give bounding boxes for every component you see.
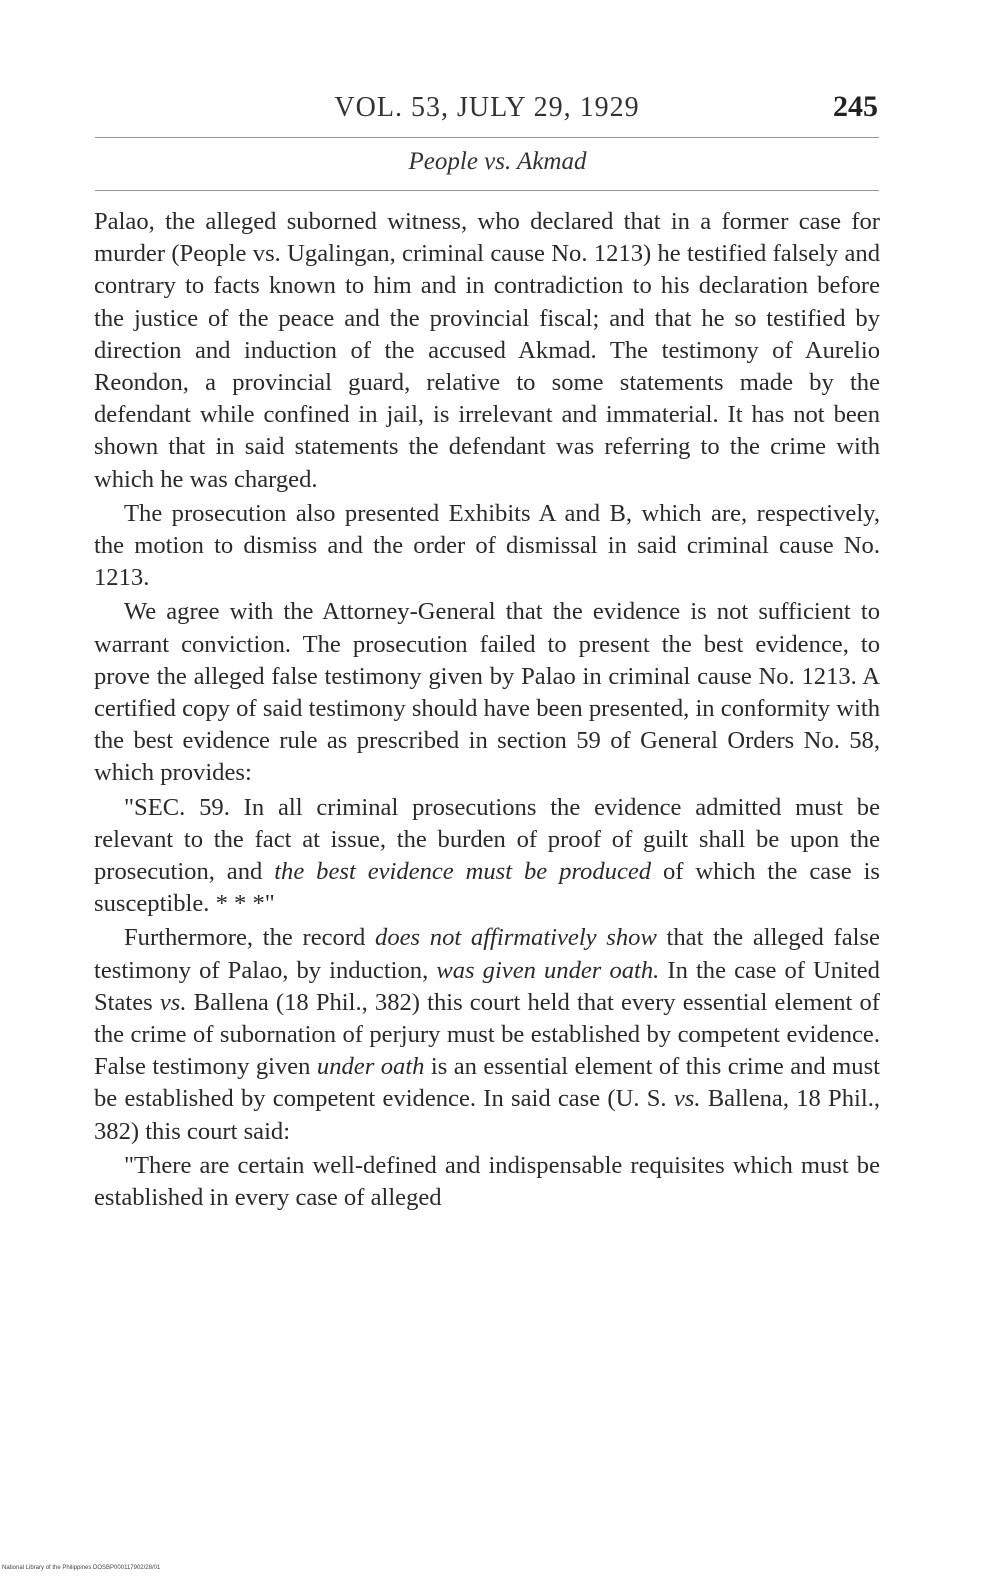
paragraph-best-evidence: We agree with the Attorney-General that the evidence is not sufficient to warrant conviction. The prosecution failed to present the best evidence, to prove the alleged false testimony given by Palao in criminal cause No. 1213. A certified copy of said testimony should have been presented, in conformity with the best evidence rule as prescribed in section 59 of General Orders No. 58, which provides: xyxy=(94,598,880,787)
running-title: VOL. 53, JULY 29, 1929 xyxy=(334,92,640,123)
text-run-4: Ballena (18 Phil., 382) this court held that every essential element of the crime of subornation of perjury must be established by competent evidence. False testimony given xyxy=(94,988,880,1081)
paragraph-under-oath xyxy=(94,922,880,1147)
running-head xyxy=(92,88,882,128)
italic-vs-1: vs. xyxy=(159,988,187,1016)
italic-run-3: under oath xyxy=(316,1053,425,1081)
italic-vs-2: vs. xyxy=(673,1085,701,1113)
text-run-2: that the alleged false testimony of Palao, by induction, xyxy=(94,924,880,984)
quote-text-1: "SEC. 59. In all criminal prosecutions the evidence admitted must be relevant to the fact at issue, the burden of proof of guilt shall be upon the prosecution, and xyxy=(94,793,880,886)
text-run-3: In the case of United States xyxy=(94,956,880,1016)
body-text xyxy=(94,206,880,1216)
text-run-6: Ballena, 18 Phil., 382) this court said: xyxy=(94,1085,880,1145)
case-caption: People vs. Akmad xyxy=(408,148,587,175)
header-rule-bottom xyxy=(95,190,879,191)
quote-italic: the best evidence must be produced xyxy=(274,858,652,886)
text-run-5: is an essential element of this crime and must be established by competent evidence. In said case (U. S. xyxy=(94,1053,880,1113)
paragraph-quoted-section xyxy=(94,792,880,921)
paragraph-continued: Palao, the alleged suborned witness, who declared that in a former case for murder (People vs. Ugalingan, criminal cause No. 1213) he testified falsely and contrary to facts known to him and in contradiction to his declaration before the justice of the peace and the provincial fiscal; and that he so testified by direction and induction of the accused Akmad. The testimony of Aurelio Reondon, a provincial guard, relative to some statements made by the defendant while confined in jail, is irrelevant and immaterial. It has not been shown that in said statements the defendant was referring to the crime with which he was charged. xyxy=(94,208,880,493)
quote-text-2: of which the case is susceptible. * * *" xyxy=(94,858,880,918)
scan-footer: National Library of the Philippines DOSBP000117902/28/01 xyxy=(2,1565,161,1571)
italic-run-2: was given under oath. xyxy=(436,956,660,984)
text-run-1: Furthermore, the record xyxy=(124,924,376,952)
paragraph-exhibits: The prosecution also presented Exhibits A and B, which are, respectively, the motion to dismiss and the order of dismissal in said criminal cause No. 1213. xyxy=(94,499,880,592)
italic-run-1: does not affirmatively show xyxy=(375,924,657,952)
header-rule-top xyxy=(95,137,879,138)
paragraph-requisites: "There are certain well-defined and indispensable requisites which must be established in every case of alleged xyxy=(94,1151,880,1212)
page-number: 245 xyxy=(833,90,878,123)
